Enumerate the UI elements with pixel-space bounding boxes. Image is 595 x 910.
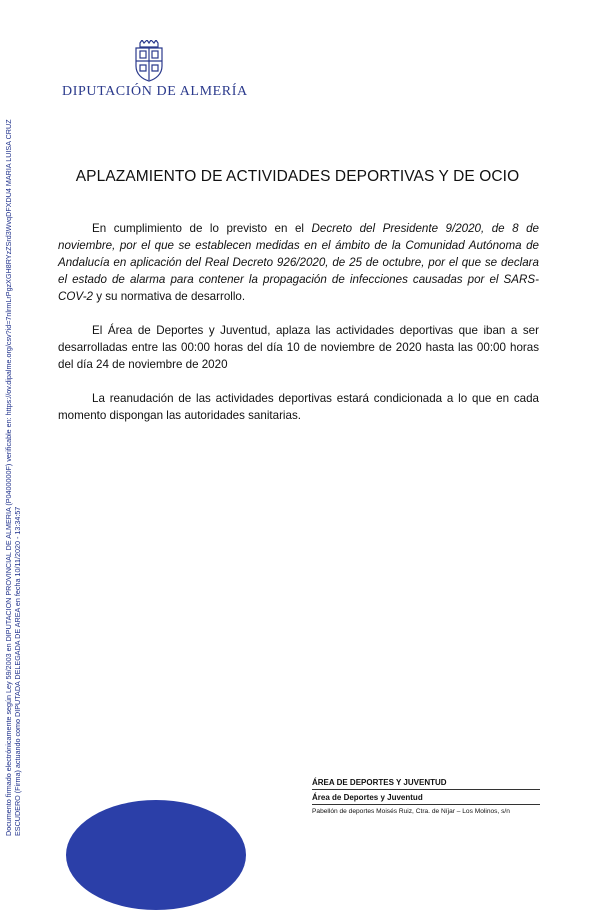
- paragraph-tail: y su normativa de desarrollo.: [93, 290, 246, 303]
- paragraph-postponement: El Área de Deportes y Juventud, aplaza las actividades deportivas que iban a ser desarrolladas entre las 00:00 horas del día 10 de noviembre de 2020 hasta las 00:00 horas del día 24 de noviembre de 2020: [58, 324, 539, 371]
- document-body: [58, 220, 539, 441]
- paragraph-resumption: La reanudación de las actividades deportivas estará condicionada a lo que en cada momento dispongan las autoridades sanitarias.: [58, 392, 539, 422]
- document-title: APLAZAMIENTO DE ACTIVIDADES DEPORTIVAS Y DE OCIO: [75, 168, 520, 185]
- paragraph-lead: En cumplimiento de lo previsto en el: [92, 222, 312, 235]
- coat-of-arms-icon: [132, 40, 166, 82]
- footer-block: [312, 776, 540, 815]
- footer-area-upper: ÁREA DE DEPORTES Y JUVENTUD: [312, 778, 447, 787]
- footer-area: Área de Deportes y Juventud: [312, 793, 423, 802]
- decree-reference: Decreto del Presidente 9/2020, de 8 de noviembre, por el que se establecen medidas en el ámbito de la Comunidad Autónoma de Andalucía en aplicación del Real Decreto 926/2020, de 25 de octubre, por el que se declara el estado de alarma para contener la propagación de infecciones causadas por el SARS-COV-2: [58, 222, 539, 303]
- paragraph-decree: [58, 220, 539, 305]
- electronic-signature-stamp: [4, 6, 22, 836]
- organization-name: DIPUTACIÓN DE ALMERÍA: [62, 84, 248, 99]
- footer-address: Pabellón de deportes Moisés Ruiz, Ctra. de Níjar – Los Molinos, s/n: [312, 808, 510, 815]
- organization-logo: [62, 40, 248, 100]
- signature-line-1: Documento firmado electrónicamente según Ley 59/2003 en DIPUTACION PROVINCIAL DE ALMERIA (P0400000F) verificable en: https://ov.dipalme.org/csv?id=7nlrmLrPgzXGH8RYzZSrd3WvqDFXDU4 MARIA LUISA CRUZ: [4, 119, 13, 836]
- decorative-blue-arc: [66, 800, 246, 910]
- signature-line-2: ESCUDERO (Firma) actuando como DIPUTADA DELEGADA DE AREA en fecha 10/11/2020 - 13:34:57: [13, 506, 22, 836]
